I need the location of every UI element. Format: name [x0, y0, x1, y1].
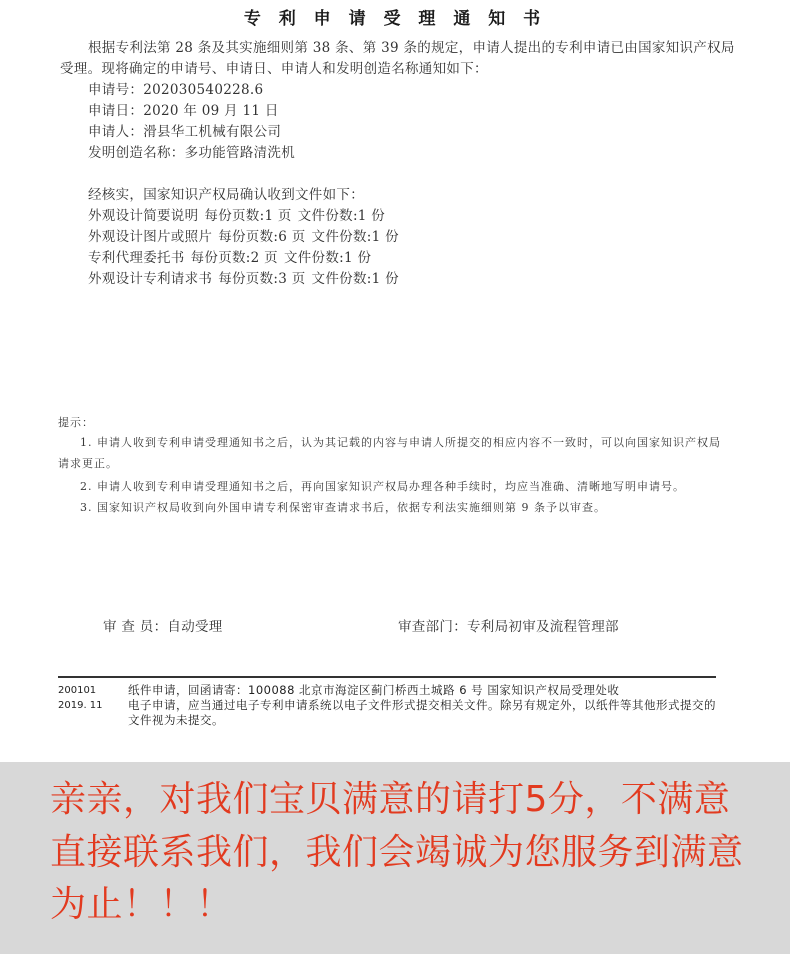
department-label: 审查部门： — [398, 619, 467, 635]
footer-divider — [58, 676, 716, 678]
applicant-label: 申请人： — [88, 124, 144, 140]
department-value: 专利局初审及流程管理部 — [467, 619, 619, 635]
invention-name-value: 多功能管路清洗机 — [184, 145, 296, 161]
received-file-row — [88, 228, 399, 246]
form-code: 200101 — [58, 685, 97, 696]
file-copies: 文件份数:1 份 — [283, 250, 372, 266]
invention-name-label: 发明创造名称： — [88, 145, 185, 161]
hints-heading: 提示： — [58, 416, 94, 429]
promo-line: 直接联系我们，我们会竭诚为您服务到满意 — [50, 832, 744, 873]
promo-banner — [0, 762, 790, 954]
file-name: 外观设计简要说明 — [88, 208, 199, 224]
department-field — [398, 618, 619, 636]
form-version: 2019. 11 — [58, 700, 103, 711]
reviewer-value: 自动受理 — [167, 619, 223, 635]
file-pages: 每份页数:1 页 — [204, 208, 292, 224]
promo-line: 为止！！！ — [50, 884, 233, 925]
footer-line: 文件视为未提交。 — [128, 713, 224, 727]
applicant-value: 滑县华工机械有限公司 — [143, 124, 282, 140]
received-file-row — [88, 270, 399, 288]
file-name: 外观设计专利请求书 — [88, 271, 213, 287]
application-number-field — [88, 81, 263, 99]
hint-line: 请求更正。 — [58, 457, 118, 470]
file-copies: 文件份数:1 份 — [311, 271, 399, 287]
application-date-field — [88, 102, 279, 120]
received-file-row — [88, 207, 385, 225]
file-pages: 每份页数:6 页 — [218, 229, 306, 245]
footer-line: 电子申请，应当通过电子专利申请系统以电子文件形式提交相关文件。除另有规定外，以纸件等其他形式提交的 — [128, 698, 716, 712]
applicant-field — [88, 123, 281, 141]
received-files-intro: 经核实，国家知识产权局确认收到文件如下： — [88, 187, 364, 203]
application-date-value: 2020 年 09 月 11 日 — [143, 103, 279, 119]
hint-line: 2. 申请人收到专利申请受理通知书之后，再向国家知识产权局办理各种手续时，均应当准确、清晰地写明申请号。 — [80, 480, 685, 493]
invention-name-field — [88, 144, 295, 162]
intro-line: 受理。现将确定的申请号、申请日、申请人和发明创造名称通知如下： — [60, 61, 488, 77]
file-name: 外观设计图片或照片 — [88, 229, 213, 245]
file-name: 专利代理委托书 — [88, 250, 185, 266]
reviewer-label: 审 查 员： — [103, 619, 168, 635]
reviewer-field — [103, 618, 223, 636]
file-copies: 文件份数:1 份 — [297, 208, 386, 224]
notice-title: 专 利 申 请 受 理 通 知 书 — [243, 9, 547, 29]
application-number-label: 申请号： — [88, 82, 144, 98]
file-pages: 每份页数:2 页 — [190, 250, 278, 266]
footer-line: 纸件申请，回函请寄：100088 北京市海淀区蓟门桥西土城路 6 号 国家知识产权局受理处收 — [128, 683, 620, 697]
hint-line: 3. 国家知识产权局收到向外国申请专利保密审查请求书后，依据专利法实施细则第 9 条予以审查。 — [80, 501, 606, 514]
application-number-value: 202030540228.6 — [143, 82, 264, 98]
received-file-row — [88, 249, 371, 267]
promo-line: 亲亲，对我们宝贝满意的请打5分，不满意 — [50, 779, 731, 820]
hint-line: 1. 申请人收到专利申请受理通知书之后，认为其记载的内容与申请人所提交的相应内容不一致时，可以向国家知识产权局 — [80, 436, 721, 449]
intro-line: 根据专利法第 28 条及其实施细则第 38 条、第 39 条的规定，申请人提出的专利申请已由国家知识产权局 — [88, 40, 735, 56]
file-copies: 文件份数:1 份 — [311, 229, 399, 245]
application-date-label: 申请日： — [88, 103, 144, 119]
file-pages: 每份页数:3 页 — [218, 271, 306, 287]
